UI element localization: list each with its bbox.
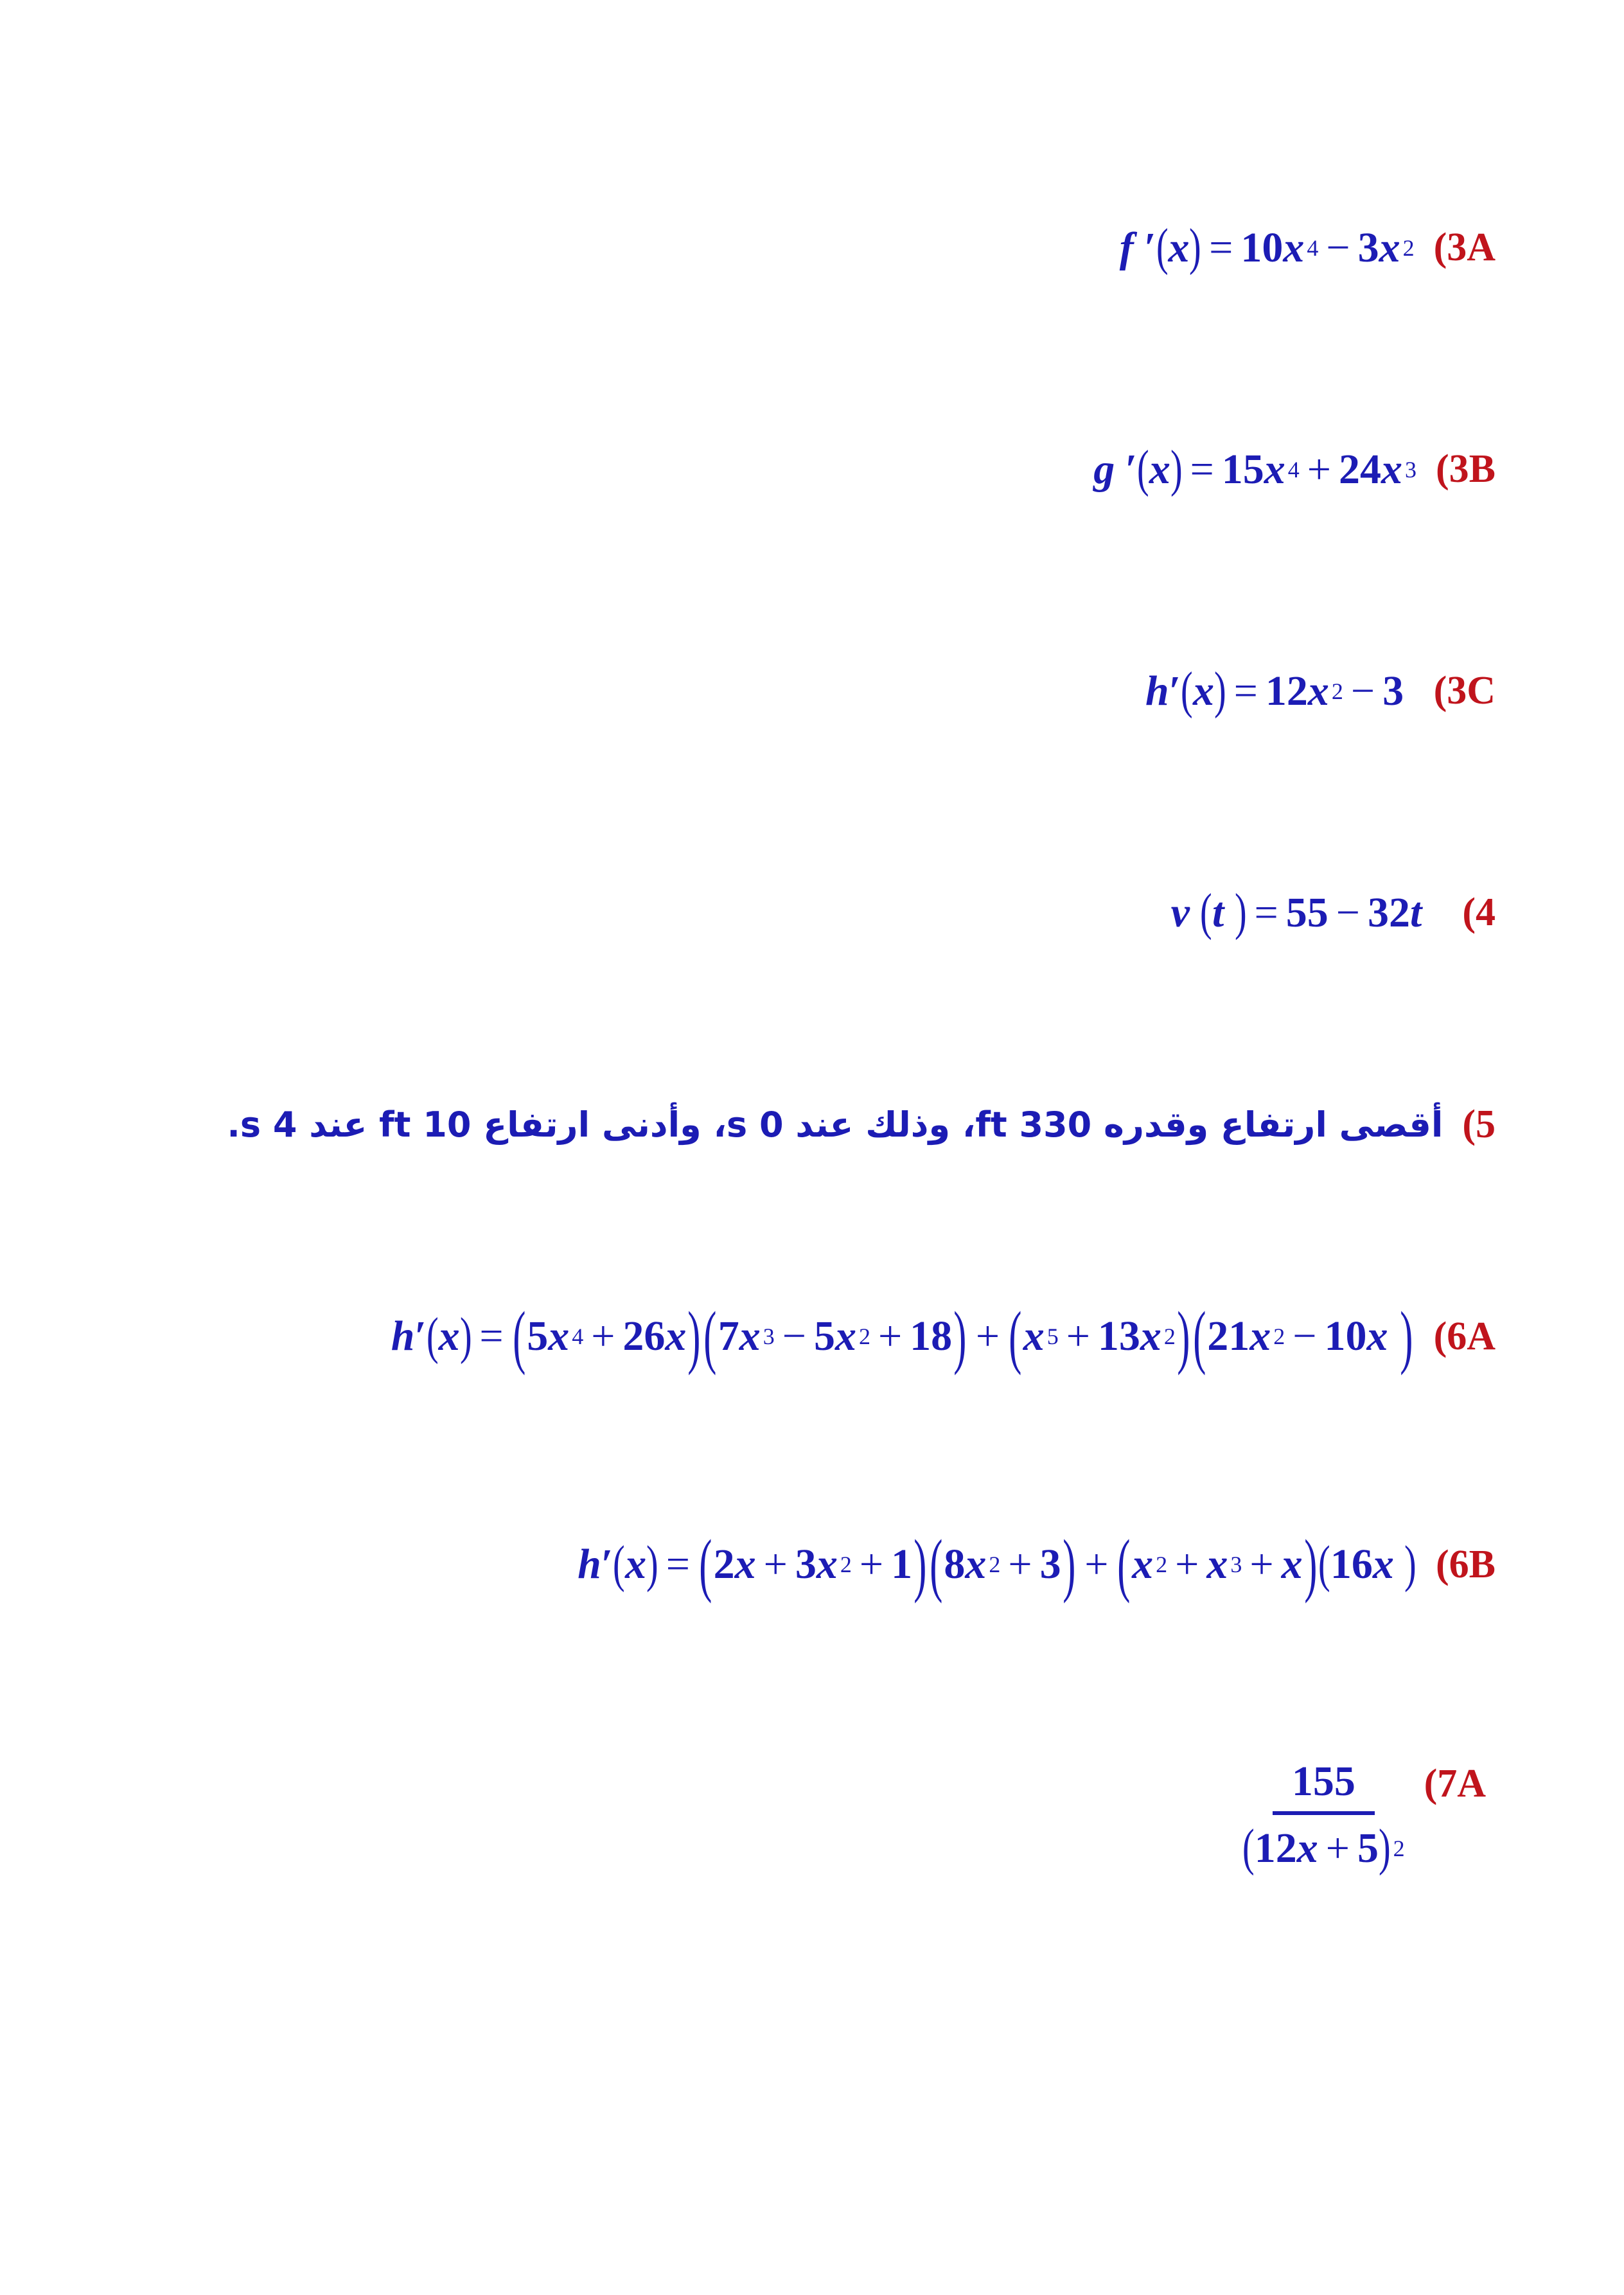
fraction [1242, 1757, 1405, 1877]
answer-label-3B: (3B [1436, 447, 1496, 491]
answer-3B [1093, 440, 1496, 499]
answer-3C [1145, 662, 1496, 720]
equation-3B: g ′ ( x ) = 15 x 4 + 24 x 3 [1093, 441, 1417, 497]
answer-4 [1171, 883, 1496, 942]
equation-3C: h ′ ( x ) = 12 x 2 − 3 [1145, 662, 1415, 719]
answer-label-5: (5 [1462, 1103, 1496, 1146]
answer-6B [578, 1525, 1496, 1604]
answer-label-3C: (3C [1433, 669, 1496, 713]
answer-3A [1120, 218, 1496, 277]
equation-4: v ( t ) = 55 − 32 t [1170, 884, 1422, 941]
answer-7A [1242, 1757, 1486, 1877]
fraction-numerator: 155 [1273, 1757, 1375, 1815]
equation-3A: f ′ ( x ) = 10 x 4 − 3 x 2 [1119, 219, 1415, 276]
answer-5 [227, 1102, 1496, 1148]
answer-text-5: أقصى ارتفاع وقدره 330 ft، وذلك عند 0 s، وأدنى ارتفاع 10 ft عند 4 s. [227, 1104, 1443, 1145]
answer-label-3A: (3A [1433, 226, 1496, 269]
answer-6A [391, 1297, 1496, 1376]
equation-7A [1242, 1757, 1405, 1877]
fraction-denominator: ( 12 x + 5 ) 2 [1242, 1820, 1405, 1876]
equation-6B: h ′ ( x ) = ( 2 x + 3 x 2 + 1 ) ( 8 x 2 + 3 ) + ( x 2 + x 3 + x ) ( 16 x ) [578, 1525, 1417, 1604]
answer-label-4: (4 [1462, 891, 1496, 934]
answer-label-7A: (7A [1424, 1762, 1486, 1805]
answer-label-6A: (6A [1433, 1314, 1496, 1358]
answer-label-6B: (6B [1436, 1542, 1496, 1586]
equation-6A: h ′ ( x ) = ( 5 x 4 + 26 x ) ( 7 x 3 − 5 x 2 + 18 ) + ( x 5 + 13 x 2 ) ( 21 x 2 − 10 x ) [391, 1297, 1413, 1376]
